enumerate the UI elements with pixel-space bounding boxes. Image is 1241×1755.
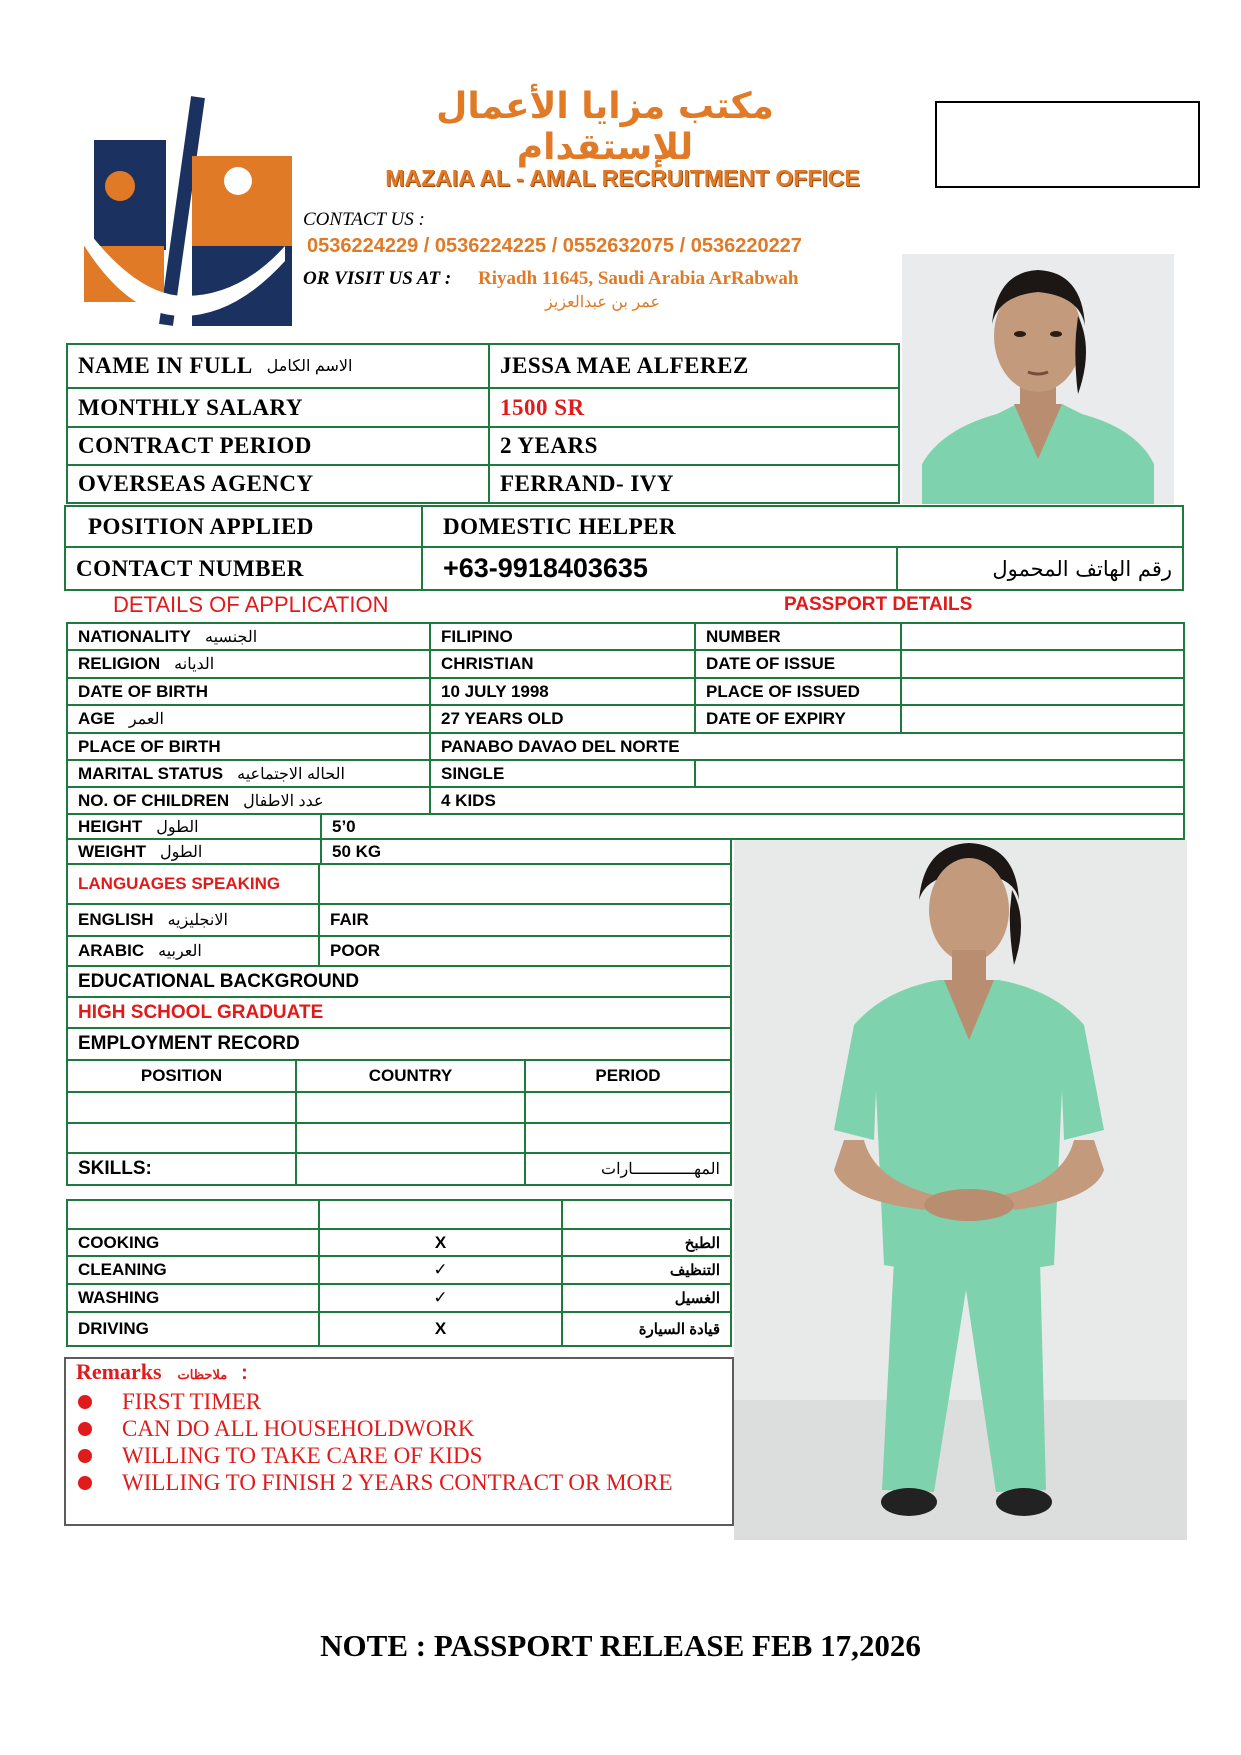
skill-cleaning-arabic: التنظيف [669, 1262, 720, 1279]
details-title: DETAILS OF APPLICATION [113, 592, 389, 617]
date-of-issue-label-cell [696, 651, 902, 679]
visit-label: OR VISIT US AT : [303, 268, 452, 289]
employment-row [297, 1093, 526, 1124]
skill-row-arabic-cell [563, 1313, 732, 1347]
date-of-expiry-label: DATE OF EXPIRY [706, 709, 846, 728]
religion-label-arabic: الديانه [174, 656, 215, 673]
marital-label-arabic: الحاله الاجتماعيه [237, 765, 345, 783]
skill-row-label-cell [66, 1285, 320, 1313]
skill-row-mark-cell [320, 1313, 563, 1347]
employment-col-country [297, 1061, 526, 1093]
nationality-value: FILIPINO [441, 626, 513, 646]
passport-number-label-cell [696, 622, 902, 651]
skill-driving-arabic: قيادة السيارة [638, 1321, 720, 1338]
contact-phones: 0536224229 / 0536224225 / 0552632075 / 0536220227 [307, 235, 802, 257]
passport-number-value-cell [902, 622, 1185, 651]
age-label-cell [66, 706, 431, 734]
employment-col-country-label: COUNTRY [368, 1066, 453, 1085]
skill-row-arabic-cell [563, 1230, 732, 1257]
contact-number-value-cell [423, 548, 898, 591]
height-label-arabic: الطول [156, 818, 199, 836]
passport-release-note: NOTE : PASSPORT RELEASE FEB 17,2026 [320, 1628, 921, 1663]
marital-value: SINGLE [441, 763, 505, 783]
salary-label: MONTHLY SALARY [78, 394, 303, 420]
skill-cooking-arabic: الطبخ [684, 1234, 720, 1252]
pob-value: PANABO DAVAO DEL NORTE [441, 736, 680, 756]
skill-row-label-cell [66, 1257, 320, 1285]
employment-col-position [66, 1061, 297, 1093]
agency-label: OVERSEAS AGENCY [78, 471, 314, 496]
full-body-photo [734, 840, 1187, 1540]
skill-row-mark-cell [320, 1285, 563, 1313]
salary-value-cell [490, 389, 900, 428]
contact-number-arabic-cell [898, 548, 1184, 591]
nationality-label-cell [66, 622, 431, 651]
employment-row [66, 1093, 297, 1124]
skill-row-label-cell [66, 1230, 320, 1257]
place-of-issue-value-cell [902, 679, 1185, 706]
contact-number-value: +63-9918403635 [443, 553, 648, 583]
contract-label: CONTRACT PERIOD [78, 433, 312, 458]
contact-number-label: CONTACT NUMBER [76, 555, 304, 581]
arabic-label: ARABIC [78, 941, 145, 960]
passport-number-label: NUMBER [706, 626, 781, 646]
contact-number-label-arabic: رقم الهاتف المحمول [992, 556, 1172, 581]
salary-label-cell [66, 389, 490, 428]
agency-value: FERRAND- IVY [500, 471, 675, 496]
position-label-cell [64, 505, 423, 548]
skill-cooking-mark: X [434, 1232, 447, 1252]
skills-header-blank [563, 1199, 732, 1230]
contact-number-label-cell [64, 548, 423, 591]
skill-washing-arabic: الغسيل [674, 1290, 720, 1307]
languages-blank-cell [320, 865, 732, 905]
weight-value: 50 KG [332, 841, 382, 861]
position-label: POSITION APPLIED [88, 513, 314, 539]
education-title: EDUCATIONAL BACKGROUND [78, 970, 360, 992]
skill-cooking-label: COOKING [78, 1232, 160, 1252]
children-value: 4 KIDS [441, 790, 496, 810]
remark-item [78, 1416, 474, 1442]
children-label-arabic: عدد الاطفال [243, 792, 324, 810]
education-title-cell [66, 967, 732, 998]
bullet-icon [78, 1476, 92, 1490]
contract-label-cell [66, 428, 490, 466]
english-label: ENGLISH [78, 910, 154, 929]
date-of-expiry-label-cell [696, 706, 902, 734]
place-of-issue-label: PLACE OF ISSUED [706, 681, 860, 701]
employment-title-cell [66, 1029, 732, 1061]
agency-value-cell [490, 466, 900, 504]
name-label-cell [66, 343, 490, 389]
company-title-arabic: مكتب مزايا الأعمال للإستقدام [436, 86, 774, 168]
english-label-arabic: الانجليزيه [167, 912, 228, 929]
age-value-cell [431, 706, 696, 734]
employment-title: EMPLOYMENT RECORD [78, 1033, 300, 1054]
position-value: DOMESTIC HELPER [443, 513, 677, 539]
arabic-value-cell [320, 937, 732, 967]
date-of-issue-label: DATE OF ISSUE [706, 654, 836, 673]
header-blank-box [935, 101, 1200, 188]
height-label-cell [66, 815, 322, 840]
marital-label: MARITAL STATUS [78, 763, 224, 783]
name-label: NAME IN FULL [78, 353, 253, 378]
marital-extra-cell [696, 761, 1185, 788]
skill-row-mark-cell [320, 1230, 563, 1257]
remark-text: WILLING TO FINISH 2 YEARS CONTRACT OR MORE [122, 1470, 673, 1495]
remark-text: FIRST TIMER [122, 1389, 262, 1414]
employment-row [297, 1124, 526, 1154]
date-of-expiry-value-cell [902, 706, 1185, 734]
skill-driving-label: DRIVING [78, 1319, 149, 1338]
english-value-cell [320, 905, 732, 937]
skills-header-blank [66, 1199, 320, 1230]
contact-label: CONTACT US : [303, 209, 425, 230]
remarks-label: Remarks [76, 1359, 162, 1384]
skill-washing-mark: ✓ [433, 1288, 448, 1308]
skill-row-arabic-cell [563, 1257, 732, 1285]
height-value-cell [322, 815, 1185, 840]
skills-label-arabic: المهـــــــــــــارات [601, 1161, 720, 1178]
skills-arabic-cell [526, 1154, 732, 1186]
portrait-photo [902, 254, 1174, 504]
place-of-issue-label-cell [696, 679, 902, 706]
agency-label-cell [66, 466, 490, 504]
skills-label: SKILLS: [78, 1158, 152, 1179]
age-label-arabic: العمر [128, 711, 164, 728]
nationality-label-arabic: الجنسيه [205, 628, 258, 646]
english-label-cell [66, 905, 320, 937]
education-value-cell [66, 998, 732, 1029]
address: Riyadh 11645, Saudi Arabia ArRabwah [478, 268, 799, 289]
skill-cleaning-label: CLEANING [78, 1260, 167, 1279]
remark-item [78, 1389, 261, 1415]
name-label-arabic: الاسم الكامل [266, 358, 353, 375]
marital-value-cell [431, 761, 696, 788]
passport-title: PASSPORT DETAILS [784, 594, 973, 615]
weight-label: WEIGHT [78, 841, 146, 861]
nationality-label: NATIONALITY [78, 626, 192, 646]
name-value-cell [490, 343, 900, 389]
pob-label: PLACE OF BIRTH [78, 736, 221, 756]
employment-col-period-label: PERIOD [595, 1066, 661, 1085]
weight-label-arabic: الطول [160, 843, 203, 861]
marital-label-cell [66, 761, 431, 788]
dob-value: 10 JULY 1998 [441, 681, 549, 701]
dob-value-cell [431, 679, 696, 706]
remark-item [78, 1470, 673, 1496]
dob-label: DATE OF BIRTH [78, 681, 209, 701]
english-value: FAIR [330, 910, 369, 929]
contract-value-cell [490, 428, 900, 466]
religion-label-cell [66, 651, 431, 679]
bullet-icon [78, 1449, 92, 1463]
arabic-label-cell [66, 937, 320, 967]
remark-text: CAN DO ALL HOUSEHOLDWORK [122, 1416, 475, 1441]
skill-driving-mark: X [434, 1319, 447, 1338]
height-value: 5’0 [332, 816, 356, 836]
pob-value-cell [431, 734, 1185, 761]
employment-row [526, 1124, 732, 1154]
remarks-colon: : [241, 1362, 248, 1384]
skills-header-blank [320, 1199, 563, 1230]
languages-title-cell [66, 865, 320, 905]
contract-value: 2 YEARS [500, 433, 598, 458]
employment-row [526, 1093, 732, 1124]
company-title-english: MAZAIA AL - AMAL RECRUITMENT OFFICE [385, 165, 860, 191]
languages-title: LANGUAGES SPEAKING [78, 874, 281, 893]
height-label: HEIGHT [78, 816, 143, 836]
children-label-cell [66, 788, 431, 815]
position-value-cell [423, 505, 1184, 548]
skill-row-arabic-cell [563, 1285, 732, 1313]
education-value: HIGH SCHOOL GRADUATE [78, 1001, 324, 1023]
skill-cleaning-mark: ✓ [433, 1260, 448, 1280]
bullet-icon [78, 1395, 92, 1409]
skill-row-mark-cell [320, 1257, 563, 1285]
children-label: NO. OF CHILDREN [78, 790, 230, 810]
remarks-label-arabic: ملاحظات [177, 1367, 228, 1382]
religion-value: CHRISTIAN [441, 654, 534, 673]
religion-value-cell [431, 651, 696, 679]
dob-label-cell [66, 679, 431, 706]
nationality-value-cell [431, 622, 696, 651]
name-value: JESSA MAE ALFEREZ [500, 353, 749, 378]
skill-washing-label: WASHING [78, 1288, 160, 1307]
salary-value: 1500 SR [500, 394, 585, 420]
remark-text: WILLING TO TAKE CARE OF KIDS [122, 1443, 483, 1468]
arabic-label-arabic: العربيه [158, 943, 202, 960]
children-value-cell [431, 788, 1185, 815]
religion-label: RELIGION [78, 654, 161, 673]
weight-label-cell [66, 840, 322, 865]
remarks-heading [76, 1359, 248, 1385]
date-of-issue-value-cell [902, 651, 1185, 679]
employment-col-period [526, 1061, 732, 1093]
weight-value-cell [322, 840, 732, 865]
company-logo [70, 96, 300, 336]
remark-item [78, 1443, 482, 1469]
arabic-value: POOR [330, 941, 381, 960]
age-label: AGE [78, 709, 115, 728]
pob-label-cell [66, 734, 431, 761]
address-arabic: عمر بن عبدالعزيز [545, 294, 661, 311]
age-value: 27 YEARS OLD [441, 709, 564, 728]
employment-row [66, 1124, 297, 1154]
skill-row-label-cell [66, 1313, 320, 1347]
skills-blank-cell [297, 1154, 526, 1186]
employment-col-position-label: POSITION [140, 1066, 223, 1085]
bullet-icon [78, 1422, 92, 1436]
skills-label-cell [66, 1154, 297, 1186]
